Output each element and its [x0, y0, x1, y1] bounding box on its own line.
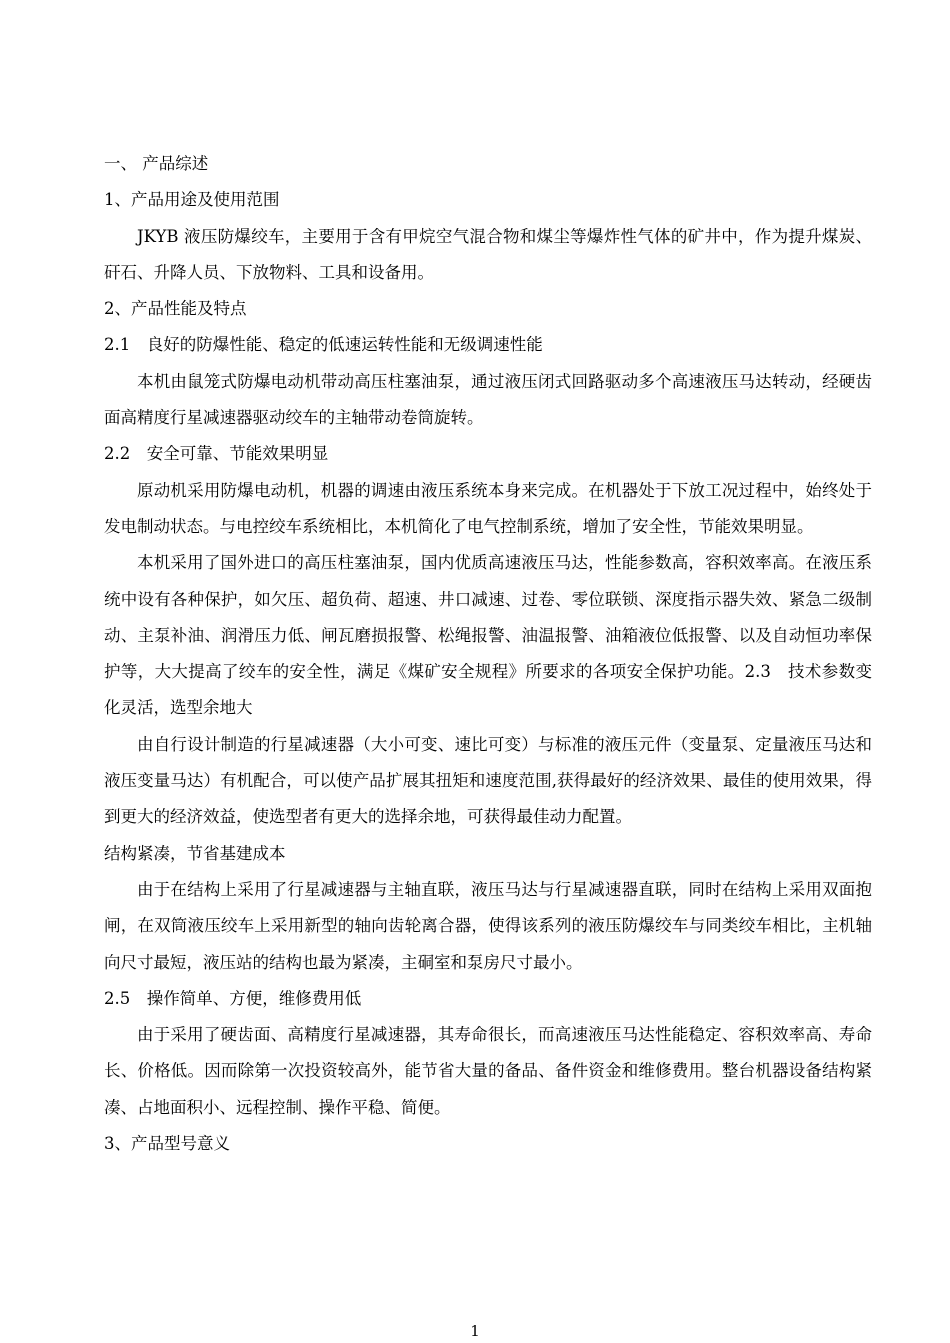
paragraph: 本机采用了国外进口的高压柱塞油泵，国内优质高速液压马达，性能参数高，容积效率高。在液压系统中设有各种保护，如欠压、超负荷、超速、井口减速、过卷、零位联锁、深度指示器失效、紧急二级制动、主泵补油、润滑压力低、闸瓦磨损报警、松绳报警、油温报警、油箱液位低报警、以及自动恒功率保护等，大大提高了绞车的安全性，满足《煤矿安全规程》所要求的各项安全保护功能。2.3 技术参数变化灵活，选型余地大: [104, 553, 872, 718]
page-number: 1: [470, 1322, 480, 1340]
subsection-heading: 2.5 操作简单、方便，维修费用低: [104, 988, 362, 1008]
subsection-heading: 2.1 良好的防爆性能、稳定的低速运转性能和无级调速性能: [104, 335, 543, 355]
paragraph: 由自行设计制造的行星减速器（大小可变、速比可变）与标准的液压元件（变量泵、定量液压马达和液压变量马达）有机配合，可以使产品扩展其扭矩和速度范围,获得最好的经济效果、最佳的使用效果，得到更大的经济效益，使选型者有更大的选择余地，可获得最佳动力配置。: [104, 734, 872, 827]
subsection-heading: 3、产品型号意义: [104, 1134, 230, 1154]
paragraph: 本机由鼠笼式防爆电动机带动高压柱塞油泵，通过液压闭式回路驱动多个高速液压马达转动，经硬齿面高精度行星减速器驱动绞车的主轴带动卷筒旋转。: [104, 371, 872, 428]
subsection-heading: 1、产品用途及使用范围: [104, 190, 280, 210]
subsection-heading: 2.2 安全可靠、节能效果明显: [104, 444, 329, 464]
paragraph: 由于在结构上采用了行星减速器与主轴直联，液压马达与行星减速器直联，同时在结构上采用双面抱闸，在双筒液压绞车上采用新型的轴向齿轮离合器，使得该系列的液压防爆绞车与同类绞车相比，主机轴向尺寸最短，液压站的结构也最为紧凑，主硐室和泵房尺寸最小。: [104, 879, 872, 972]
paragraph: 原动机采用防爆电动机，机器的调速由液压系统本身来完成。在机器处于下放工况过程中，始终处于发电制动状态。与电控绞车系统相比，本机简化了电气控制系统，增加了安全性，节能效果明显。: [104, 480, 872, 536]
subsection-heading: 2、产品性能及特点: [104, 299, 247, 319]
paragraph: 由于采用了硬齿面、高精度行星减速器，其寿命很长，而高速液压马达性能稳定、容积效率高、寿命长、价格低。因而除第一次投资较高外，能节省大量的备品、备件资金和维修费用。整台机器设备结构紧凑、占地面积小、远程控制、操作平稳、简便。: [104, 1025, 872, 1117]
paragraph: JKYB 液压防爆绞车，主要用于含有甲烷空气混合物和煤尘等爆炸性气体的矿井中，作为提升煤炭、矸石、升降人员、下放物料、工具和设备用。: [104, 226, 872, 282]
subsection-heading: 结构紧凑，节省基建成本: [104, 843, 286, 863]
document-body: [104, 146, 872, 1162]
section-heading: 一、 产品综述: [104, 154, 209, 173]
